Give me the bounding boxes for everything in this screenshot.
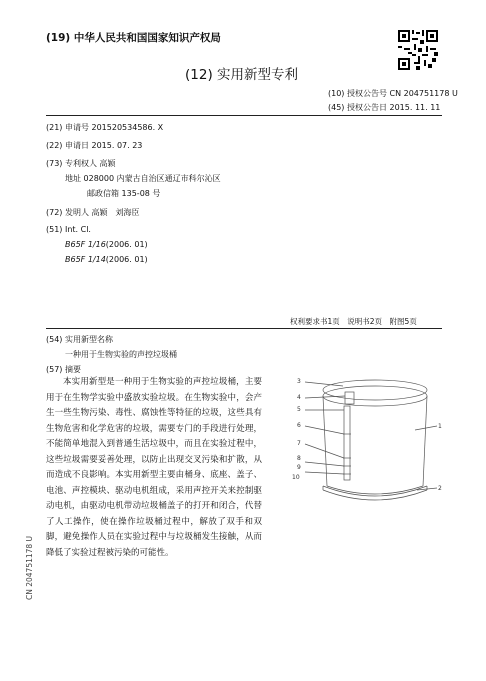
abstract-label: (57) 摘要 xyxy=(46,365,81,374)
application-number: (21) 申请号 201520534586. X xyxy=(46,123,164,132)
divider xyxy=(46,115,442,116)
figure-label: 7 xyxy=(297,440,301,447)
figure-label: 8 xyxy=(297,455,301,462)
ipc-code: B65F 1/16 xyxy=(65,240,106,249)
figure-label: 6 xyxy=(297,422,301,429)
trash-can-drawing xyxy=(287,368,447,508)
ipc-class-1 xyxy=(65,240,148,249)
patentee: (73) 专利权人 高颖 xyxy=(46,159,116,168)
figure-label: 4 xyxy=(297,394,301,401)
figure-label: 3 xyxy=(297,378,301,385)
utility-model-title: 一种用于生物实验的声控垃圾桶 xyxy=(65,350,177,359)
publication-number: (10) 授权公告号 CN 204751178 U xyxy=(328,89,458,98)
figure-label: 1 xyxy=(438,423,442,430)
figure-label: 5 xyxy=(297,406,301,413)
ipc-date: (2006. 01) xyxy=(105,255,148,264)
figure-label: 10 xyxy=(292,474,300,481)
side-publication-number: CN 204751178 U xyxy=(25,535,34,600)
abstract-text: 本实用新型是一种用于生物实验的声控垃圾桶，主要用于在生物学实验中盛放实验垃圾。在生物实验中，会产生一些生物污染、毒性、腐蚀性等特征的垃圾，这些具有生物危害和化学危害的垃圾，需要专门的手段进行处理，不能简单地混入到普通生活垃圾中，而且在实验过程中，这些垃圾需要妥善处理，以防止出现交叉污染和扩散，从而造成不良影响。本实用新型主要由桶身、底座、盖子、电池、声控模块、驱动电机组成，采用声控开关来控制驱动电机，由驱动电机带动垃圾桶盖子的打开和闭合，代替了人工操作，使在操作垃圾桶过程中，解放了双手和双脚，避免操作人员在实验过程中与垃圾桶发生接触，从而降低了实验过程被污染的可能性。 xyxy=(46,377,262,558)
patent-type: (12) 实用新型专利 xyxy=(185,67,299,83)
ipc-code: B65F 1/14 xyxy=(65,255,106,264)
title-label: (54) 实用新型名称 xyxy=(46,335,113,344)
patent-office: (19) 中华人民共和国国家知识产权局 xyxy=(46,32,221,44)
application-date: (22) 申请日 2015. 07. 23 xyxy=(46,141,143,150)
divider xyxy=(46,328,442,329)
address-line-2: 邮政信箱 135-08 号 xyxy=(87,189,161,198)
figure-label: 2 xyxy=(438,485,442,492)
int-cl-label: (51) Int. Cl. xyxy=(46,225,91,234)
figure-label: 9 xyxy=(297,464,301,471)
ipc-date: (2006. 01) xyxy=(105,240,148,249)
ipc-class-2 xyxy=(65,255,148,264)
page-counts: 权利要求书1页 说明书2页 附图5页 xyxy=(290,317,417,326)
address-line-1: 地址 028000 内蒙古自治区通辽市科尔沁区 xyxy=(65,174,221,183)
qr-code xyxy=(398,30,438,70)
publication-date: (45) 授权公告日 2015. 11. 11 xyxy=(328,103,441,112)
inventors: (72) 发明人 高颖 刘海臣 xyxy=(46,208,140,217)
